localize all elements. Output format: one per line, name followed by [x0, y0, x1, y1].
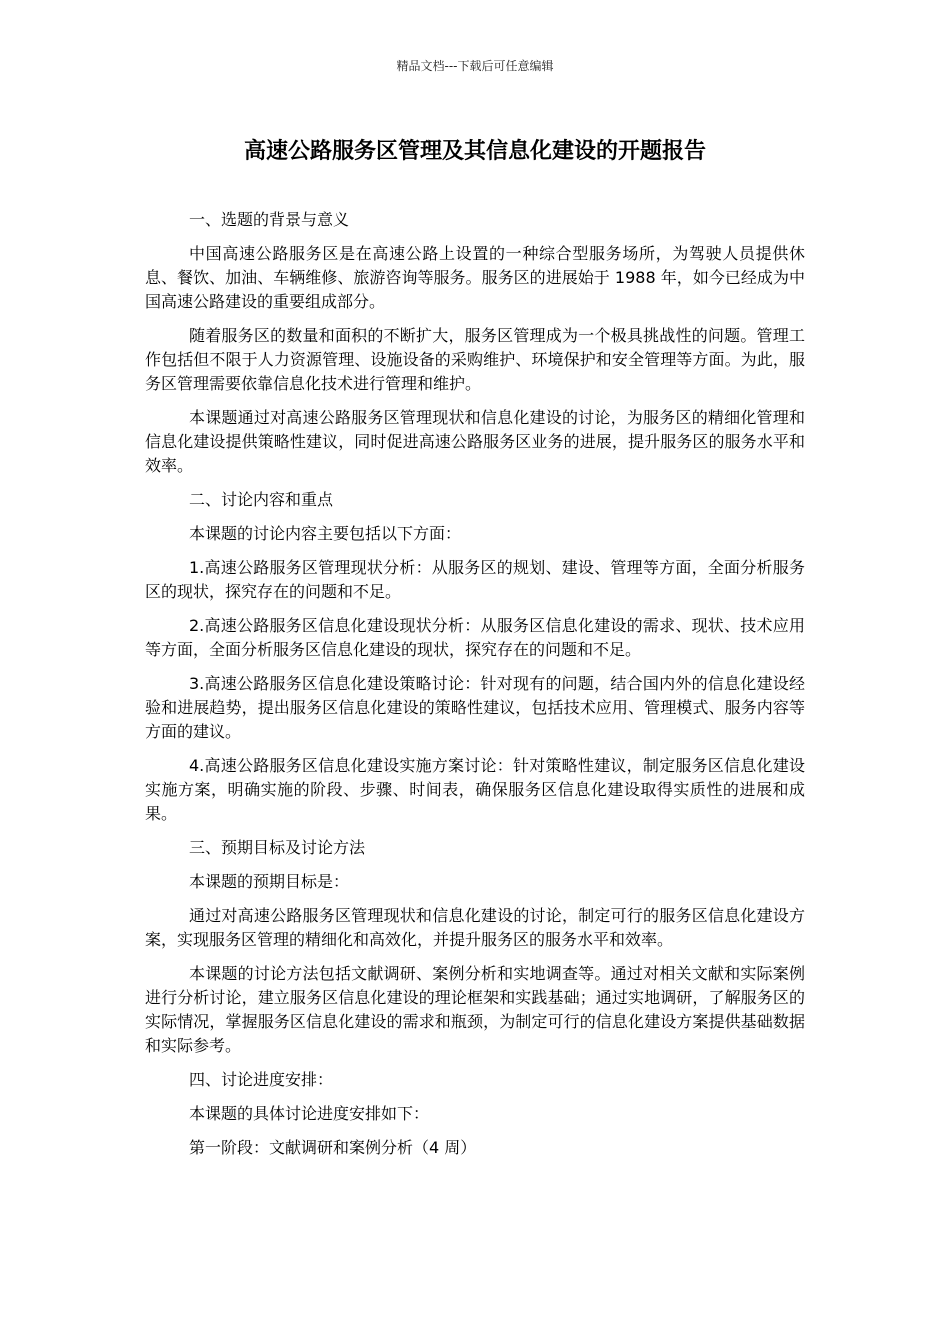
paragraph-goals-intro: 本课题的预期目标是：: [189, 872, 350, 891]
document-body: [145, 208, 805, 1170]
list-item-1: 1.高速公路服务区管理现状分析：从服务区的规划、建设、管理等方面，全面分析服务区的现状，探究存在的问题和不足。: [145, 558, 805, 601]
paragraph-methods: 本课题的讨论方法包括文献调研、案例分析和实地调查等。通过对相关文献和实际案例进行分析讨论，建立服务区信息化建设的理论框架和实践基础；通过实地调研，了解服务区的实际情况，掌握服务区信息化建设的需求和瓶颈，为制定可行的信息化建设方案提供基础数据和实际参考。: [145, 964, 805, 1055]
section-heading-schedule: 四、讨论进度安排：: [189, 1070, 334, 1089]
section-heading-goals: 三、预期目标及讨论方法: [189, 838, 366, 857]
list-item-3: 3.高速公路服务区信息化建设策略讨论：针对现有的问题，结合国内外的信息化建设经验和进展趋势，提出服务区信息化建设的策略性建议，包括技术应用、管理模式、服务内容等方面的建议。: [145, 674, 805, 741]
paragraph-phase-1: 第一阶段：文献调研和案例分析（4 周）: [189, 1138, 477, 1157]
header-note: 精品文档---下载后可任意编辑: [396, 59, 554, 73]
paragraph-schedule-intro: 本课题的具体讨论进度安排如下：: [189, 1104, 430, 1123]
paragraph-intro: 中国高速公路服务区是在高速公路上设置的一种综合型服务场所，为驾驶人员提供休息、餐饮、加油、车辆维修、旅游咨询等服务。服务区的进展始于 1988 年，如今已经成为中国高速公路建设的重要组成部分。: [145, 244, 805, 311]
paragraph-purpose: 本课题通过对高速公路服务区管理现状和信息化建设的讨论，为服务区的精细化管理和信息化建设提供策略性建议，同时促进高速公路服务区业务的进展，提升服务区的服务水平和效率。: [145, 408, 805, 475]
paragraph-management-challenge: 随着服务区的数量和面积的不断扩大，服务区管理成为一个极具挑战性的问题。管理工作包括但不限于人力资源管理、设施设备的采购维护、环境保护和安全管理等方面。为此，服务区管理需要依靠信息化技术进行管理和维护。: [145, 326, 805, 393]
paragraph-content-intro: 本课题的讨论内容主要包括以下方面：: [189, 524, 462, 543]
list-item-4: 4.高速公路服务区信息化建设实施方案讨论：针对策略性建议，制定服务区信息化建设实施方案，明确实施的阶段、步骤、时间表，确保服务区信息化建设取得实质性的进展和成果。: [145, 756, 805, 823]
list-item-2: 2.高速公路服务区信息化建设现状分析：从服务区信息化建设的需求、现状、技术应用等方面，全面分析服务区信息化建设的现状，探究存在的问题和不足。: [145, 616, 805, 659]
section-heading-background: 一、选题的背景与意义: [189, 210, 350, 229]
document-title: 高速公路服务区管理及其信息化建设的开题报告: [243, 139, 706, 164]
paragraph-goals: 通过对高速公路服务区管理现状和信息化建设的讨论，制定可行的服务区信息化建设方案，实现服务区管理的精细化和高效化，并提升服务区的服务水平和效率。: [145, 906, 805, 949]
section-heading-content: 二、讨论内容和重点: [189, 490, 334, 509]
